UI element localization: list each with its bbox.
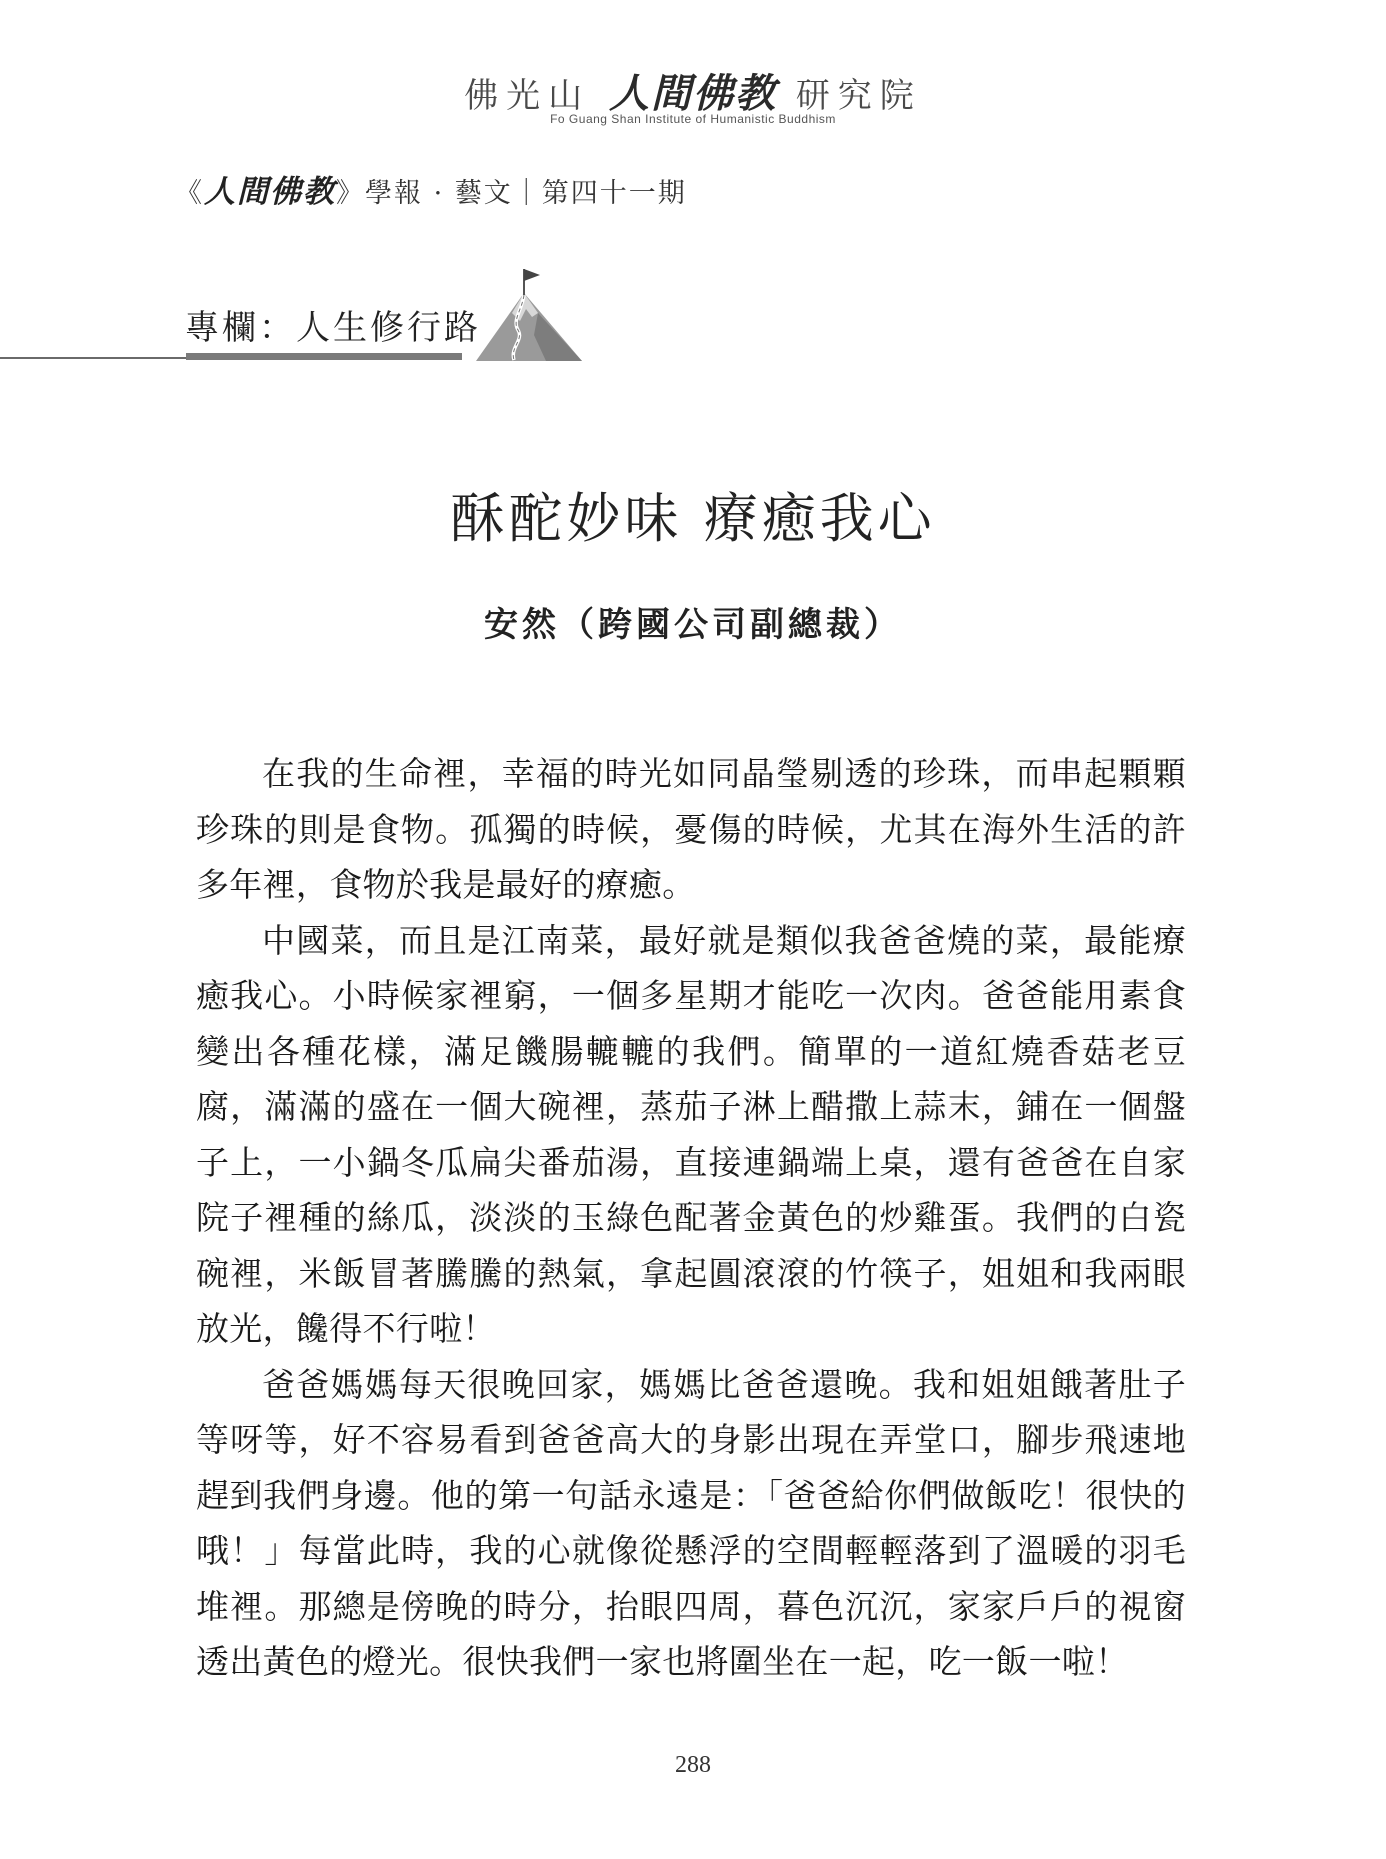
article-body — [196, 746, 1186, 1690]
institute-english-name: Fo Guang Shan Institute of Humanistic Buddhism — [550, 112, 836, 126]
article-title: 酥酡妙味 療癒我心 — [450, 487, 936, 550]
institute-prefix: 佛光山 — [464, 76, 591, 116]
journal-running-header — [175, 166, 687, 211]
column-label: 專欄：人生修行路 — [185, 308, 481, 348]
body-paragraph: 爸爸媽媽每天很晚回家，媽媽比爸爸還晚。我和姐姐餓著肚子等呀等，好不容易看到爸爸高大的身影出現在弄堂口，腳步飛速地趕到我們身邊。他的第一句話永遠是：「爸爸給你們做飯吃！很快的哦！」每當此時，我的心就像從懸浮的空間輕輕落到了溫暖的羽毛堆裡。那總是傍晚的時分，抬眼四周，暮色沉沉，家家戶戶的視窗透出黃色的燈光。很快我們一家也將圍坐在一起，吃一飯一啦！ — [196, 1364, 1186, 1681]
journal-brand-logo: 人間佛教 — [204, 174, 336, 210]
page-number: 288 — [675, 1752, 711, 1778]
mountain-flag-icon — [476, 265, 582, 361]
column-rule-line — [0, 357, 186, 359]
article-author: 安然（跨國公司副總裁） — [484, 605, 902, 645]
column-rule-band — [186, 353, 462, 360]
institute-header — [0, 62, 1386, 119]
body-paragraph: 在我的生命裡，幸福的時光如同晶瑩剔透的珍珠，而串起顆顆珍珠的則是食物。孤獨的時候，憂傷的時候，尤其在海外生活的許多年裡，食物於我是最好的療癒。 — [196, 754, 1186, 904]
institute-suffix: 研究院 — [795, 76, 922, 116]
journal-open-bracket: 《 — [175, 178, 204, 209]
body-paragraph: 中國菜，而且是江南菜，最好就是類似我爸爸燒的菜，最能療癒我心。小時候家裡窮，一個多星期才能吃一次肉。爸爸能用素食變出各種花樣，滿足饑腸轆轆的我們。簡單的一道紅燒香菇老豆腐，滿滿的盛在一個大碗裡，蒸茄子淋上醋撒上蒜末，鋪在一個盤子上，一小鍋冬瓜扁尖番茄湯，直接連鍋端上桌，還有爸爸在自家院子裡種的絲瓜，淡淡的玉綠色配著金黃色的炒雞蛋。我們的白瓷碗裡，米飯冒著騰騰的熱氣，拿起圓滾滾的竹筷子，姐姐和我兩眼放光，饞得不行啦！ — [196, 920, 1186, 1348]
journal-issue-info: 》學報 · 藝文｜第四十一期 — [336, 178, 687, 209]
institute-brand-logo: 人間佛教 — [609, 70, 777, 117]
